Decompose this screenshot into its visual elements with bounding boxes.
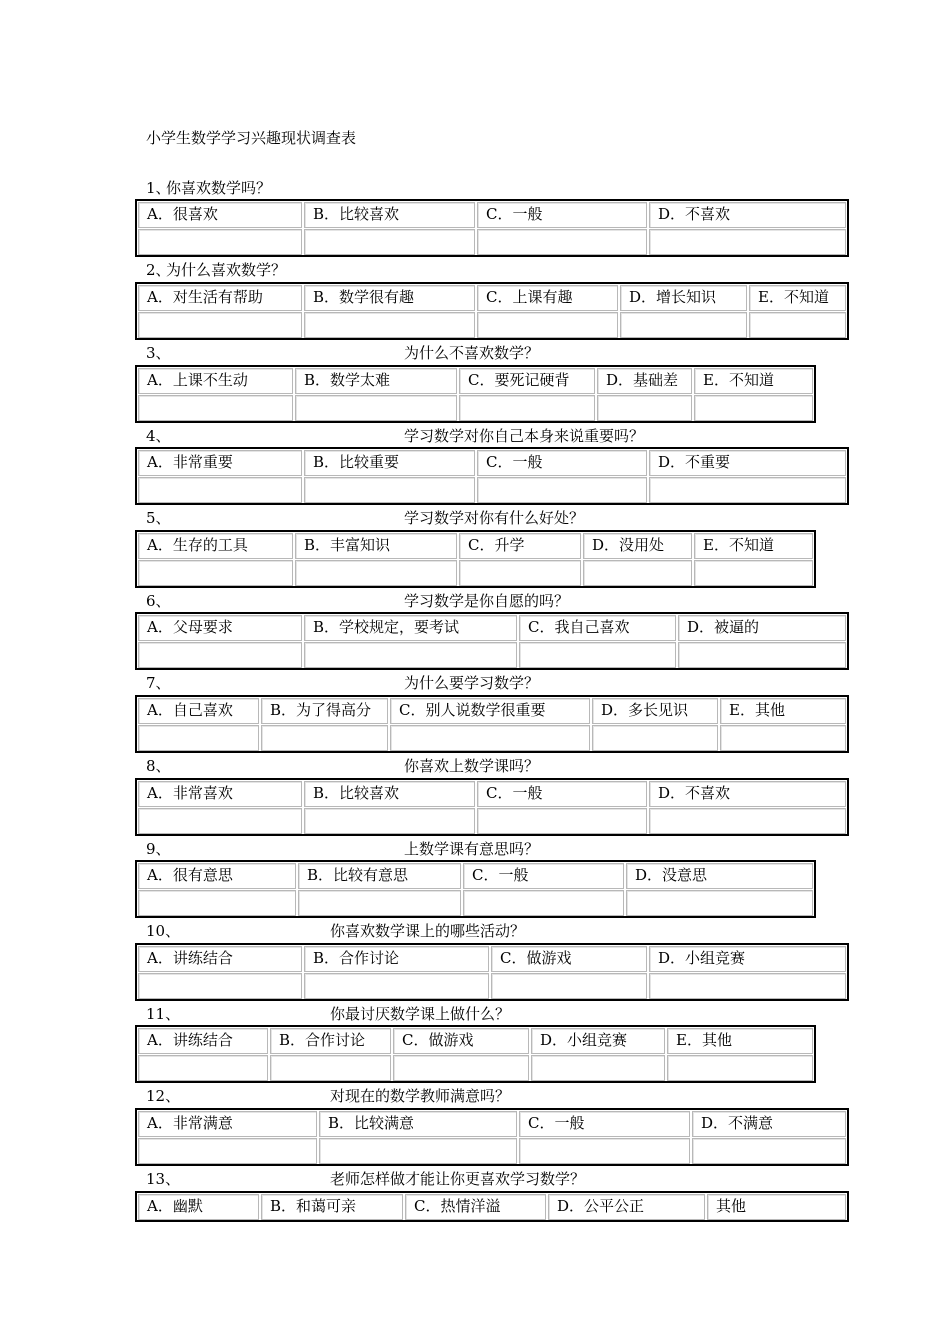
answer-cell[interactable] xyxy=(519,642,676,668)
answer-cell[interactable] xyxy=(720,725,846,751)
option-label: B．比较满意 xyxy=(328,1114,415,1132)
option-label: D．没用处 xyxy=(592,536,665,554)
question-number: 12、 xyxy=(146,1087,181,1105)
option-cell xyxy=(138,1194,259,1220)
option-label: B．比较有意思 xyxy=(307,866,409,884)
option-label: C．我自己喜欢 xyxy=(528,618,630,636)
option-cell xyxy=(138,533,293,559)
question-2-options-table xyxy=(135,282,849,340)
question-3-label xyxy=(146,343,846,363)
answer-cell[interactable] xyxy=(649,229,846,255)
question-text: 你喜欢数学吗？ xyxy=(166,179,272,197)
option-label: A．上课不生动 xyxy=(147,371,248,389)
option-cell xyxy=(138,615,302,641)
question-number: 11、 xyxy=(146,1005,181,1023)
question-text: 你最讨厌数学课上做什么？ xyxy=(330,1005,511,1023)
option-label: B．数学太难 xyxy=(304,371,391,389)
option-cell xyxy=(531,1028,665,1054)
answer-cell[interactable] xyxy=(694,560,813,586)
answer-cell[interactable] xyxy=(298,890,461,916)
option-label: C．一般 xyxy=(472,866,529,884)
question-1-options-table xyxy=(135,199,849,257)
answer-cell[interactable] xyxy=(649,973,846,999)
option-cell xyxy=(295,533,457,559)
option-label: C．一般 xyxy=(486,453,543,471)
option-label: C．一般 xyxy=(486,205,543,223)
question-text: 学习数学对你自己本身来说重要吗？ xyxy=(404,427,645,445)
answer-cell[interactable] xyxy=(138,229,302,255)
option-label: B．合作讨论 xyxy=(279,1031,366,1049)
question-number: 7、 xyxy=(146,674,171,692)
option-cell xyxy=(298,863,461,889)
option-label: C．别人说数学很重要 xyxy=(399,701,546,719)
option-label: D．小组竞赛 xyxy=(540,1031,628,1049)
option-label: B．比较喜欢 xyxy=(313,205,400,223)
option-label: B．比较重要 xyxy=(313,453,400,471)
answer-cell[interactable] xyxy=(138,395,293,421)
option-label: D．被逼的 xyxy=(687,618,760,636)
answer-cell[interactable] xyxy=(138,1055,268,1081)
option-cell xyxy=(649,450,846,476)
question-3-options-table xyxy=(135,365,816,423)
answer-cell[interactable] xyxy=(592,725,718,751)
option-cell xyxy=(749,285,846,311)
option-cell xyxy=(597,368,692,394)
option-cell xyxy=(390,698,590,724)
answer-cell[interactable] xyxy=(138,560,293,586)
question-4-label xyxy=(146,426,846,446)
option-cell xyxy=(261,698,388,724)
option-cell xyxy=(592,698,718,724)
option-cell xyxy=(138,781,302,807)
option-label: D．公平公正 xyxy=(557,1197,645,1215)
answer-cell[interactable] xyxy=(138,312,302,338)
option-cell xyxy=(463,863,624,889)
question-8-label xyxy=(146,756,846,776)
option-cell xyxy=(138,202,302,228)
question-7-label xyxy=(146,673,846,693)
option-cell xyxy=(138,698,259,724)
option-cell xyxy=(459,533,581,559)
question-10-label xyxy=(146,921,846,941)
question-6-options-table xyxy=(135,612,849,670)
question-text: 为什么喜欢数学？ xyxy=(166,261,287,279)
answer-cell[interactable] xyxy=(477,808,647,834)
option-cell xyxy=(138,285,302,311)
option-label: 其他 xyxy=(716,1197,747,1215)
option-cell xyxy=(626,863,813,889)
question-13-options-table xyxy=(135,1191,849,1222)
option-cell xyxy=(270,1028,391,1054)
option-cell xyxy=(477,285,618,311)
option-label: C．做游戏 xyxy=(500,949,572,967)
option-cell xyxy=(491,946,647,972)
option-label: D．没意思 xyxy=(635,866,708,884)
answer-cell[interactable] xyxy=(459,395,595,421)
question-number: 4、 xyxy=(146,427,171,445)
question-13-label xyxy=(146,1169,846,1189)
option-cell xyxy=(304,202,475,228)
answer-cell[interactable] xyxy=(138,1138,317,1164)
question-number: 6、 xyxy=(146,592,171,610)
option-label: E．其他 xyxy=(676,1031,732,1049)
answer-cell[interactable] xyxy=(477,477,647,503)
option-cell xyxy=(667,1028,813,1054)
answer-cell[interactable] xyxy=(304,312,475,338)
question-number: 10、 xyxy=(146,922,181,940)
page-title: 小学生数学学习兴趣现状调查表 xyxy=(146,129,357,147)
answer-cell[interactable] xyxy=(304,229,475,255)
option-label: B．比较喜欢 xyxy=(313,784,400,802)
answer-cell[interactable] xyxy=(138,973,302,999)
answer-cell[interactable] xyxy=(138,808,302,834)
option-cell xyxy=(138,368,293,394)
option-cell xyxy=(694,533,813,559)
option-label: C．做游戏 xyxy=(402,1031,474,1049)
question-text: 为什么要学习数学？ xyxy=(404,674,540,692)
option-cell xyxy=(304,450,475,476)
question-number: 13、 xyxy=(146,1170,181,1188)
answer-cell[interactable] xyxy=(138,725,259,751)
question-7-options-table xyxy=(135,695,849,753)
question-12-label xyxy=(146,1086,846,1106)
option-label: D．不满意 xyxy=(701,1114,774,1132)
answer-cell[interactable] xyxy=(519,1138,690,1164)
answer-cell[interactable] xyxy=(304,973,489,999)
question-11-options-table xyxy=(135,1025,816,1083)
option-cell xyxy=(304,946,489,972)
question-number: 2、 xyxy=(146,261,171,279)
option-label: A．生存的工具 xyxy=(147,536,248,554)
question-text: 学习数学对你有什么好处？ xyxy=(404,509,585,527)
question-11-label xyxy=(146,1004,846,1024)
question-12-options-table xyxy=(135,1108,849,1166)
option-cell xyxy=(649,202,846,228)
option-cell xyxy=(649,946,846,972)
answer-cell[interactable] xyxy=(390,725,590,751)
answer-cell[interactable] xyxy=(304,808,475,834)
option-label: B．学校规定，要考试 xyxy=(313,618,460,636)
question-number: 8、 xyxy=(146,757,171,775)
question-2-label xyxy=(146,260,846,280)
question-number: 9、 xyxy=(146,840,171,858)
option-label: B．和蔼可亲 xyxy=(270,1197,357,1215)
option-label: B．数学很有趣 xyxy=(313,288,415,306)
option-cell xyxy=(649,781,846,807)
answer-cell[interactable] xyxy=(270,1055,391,1081)
option-cell xyxy=(138,1028,268,1054)
question-text: 学习数学是你自愿的吗？ xyxy=(404,592,570,610)
option-cell xyxy=(519,615,676,641)
option-label: D．不重要 xyxy=(658,453,731,471)
answer-cell[interactable] xyxy=(491,973,647,999)
option-cell xyxy=(304,781,475,807)
option-cell xyxy=(319,1111,517,1137)
answer-cell[interactable] xyxy=(620,312,747,338)
option-label: E．不知道 xyxy=(703,536,774,554)
question-text: 你喜欢上数学课吗？ xyxy=(404,757,540,775)
option-cell xyxy=(477,202,647,228)
answer-cell[interactable] xyxy=(477,229,647,255)
option-label: D．增长知识 xyxy=(629,288,717,306)
option-cell xyxy=(707,1194,846,1220)
question-6-label xyxy=(146,591,846,611)
option-cell xyxy=(459,368,595,394)
question-5-label xyxy=(146,508,846,528)
option-label: A．非常满意 xyxy=(147,1114,233,1132)
option-label: B．丰富知识 xyxy=(304,536,391,554)
option-label: C．上课有趣 xyxy=(486,288,573,306)
option-label: A．很喜欢 xyxy=(147,205,218,223)
question-8-options-table xyxy=(135,778,849,836)
option-label: E．其他 xyxy=(729,701,785,719)
answer-cell[interactable] xyxy=(749,312,846,338)
answer-cell[interactable] xyxy=(678,642,846,668)
option-label: D．小组竞赛 xyxy=(658,949,746,967)
question-1-label xyxy=(146,178,846,198)
option-label: A．对生活有帮助 xyxy=(147,288,263,306)
question-number: 5、 xyxy=(146,509,171,527)
answer-cell[interactable] xyxy=(295,560,457,586)
answer-cell[interactable] xyxy=(138,477,302,503)
option-cell xyxy=(620,285,747,311)
answer-cell[interactable] xyxy=(597,395,692,421)
option-label: C．一般 xyxy=(486,784,543,802)
option-label: E．不知道 xyxy=(703,371,774,389)
option-label: C．热情洋溢 xyxy=(414,1197,501,1215)
option-cell xyxy=(138,946,302,972)
answer-cell[interactable] xyxy=(583,560,692,586)
option-label: A．自己喜欢 xyxy=(147,701,233,719)
question-text: 为什么不喜欢数学？ xyxy=(404,344,540,362)
option-label: D．多长见识 xyxy=(601,701,689,719)
option-cell xyxy=(405,1194,546,1220)
answer-cell[interactable] xyxy=(649,477,846,503)
answer-cell[interactable] xyxy=(626,890,813,916)
answer-cell[interactable] xyxy=(393,1055,529,1081)
question-text: 上数学课有意思吗？ xyxy=(404,840,540,858)
answer-cell[interactable] xyxy=(261,725,388,751)
answer-cell[interactable] xyxy=(459,560,581,586)
answer-cell[interactable] xyxy=(667,1055,813,1081)
option-cell xyxy=(261,1194,403,1220)
answer-cell[interactable] xyxy=(692,1138,846,1164)
answer-cell[interactable] xyxy=(295,395,457,421)
option-cell xyxy=(548,1194,705,1220)
question-text: 老师怎样做才能让你更喜欢学习数学？ xyxy=(330,1170,586,1188)
option-label: C．升学 xyxy=(468,536,525,554)
option-label: C．要死记硬背 xyxy=(468,371,570,389)
option-label: A．讲练结合 xyxy=(147,949,233,967)
option-cell xyxy=(477,450,647,476)
option-label: A．非常喜欢 xyxy=(147,784,233,802)
option-cell xyxy=(304,615,517,641)
option-label: A．父母要求 xyxy=(147,618,233,636)
option-label: B．合作讨论 xyxy=(313,949,400,967)
option-cell xyxy=(304,285,475,311)
question-text: 对现在的数学教师满意吗？ xyxy=(330,1087,511,1105)
option-label: D．基础差 xyxy=(606,371,679,389)
option-label: B．为了得高分 xyxy=(270,701,372,719)
option-cell xyxy=(583,533,692,559)
answer-cell[interactable] xyxy=(649,808,846,834)
option-label: D．不喜欢 xyxy=(658,784,731,802)
option-cell xyxy=(720,698,846,724)
option-cell xyxy=(393,1028,529,1054)
option-label: A．非常重要 xyxy=(147,453,233,471)
answer-cell[interactable] xyxy=(138,890,296,916)
question-number: 3、 xyxy=(146,344,171,362)
question-10-options-table xyxy=(135,943,849,1001)
option-cell xyxy=(519,1111,690,1137)
option-cell xyxy=(138,450,302,476)
answer-cell[interactable] xyxy=(304,477,475,503)
option-cell xyxy=(295,368,457,394)
option-cell xyxy=(692,1111,846,1137)
option-label: A．很有意思 xyxy=(147,866,233,884)
question-9-label xyxy=(146,839,846,859)
option-label: A．讲练结合 xyxy=(147,1031,233,1049)
option-cell xyxy=(138,863,296,889)
question-4-options-table xyxy=(135,447,849,505)
option-cell xyxy=(477,781,647,807)
answer-cell[interactable] xyxy=(477,312,618,338)
answer-cell[interactable] xyxy=(138,642,302,668)
answer-cell[interactable] xyxy=(694,395,813,421)
answer-cell[interactable] xyxy=(463,890,624,916)
question-5-options-table xyxy=(135,530,816,588)
option-cell xyxy=(138,1111,317,1137)
option-label: E．不知道 xyxy=(758,288,829,306)
answer-cell[interactable] xyxy=(319,1138,517,1164)
question-text: 你喜欢数学课上的哪些活动？ xyxy=(330,922,526,940)
question-number: 1、 xyxy=(146,179,171,197)
option-label: D．不喜欢 xyxy=(658,205,731,223)
answer-cell[interactable] xyxy=(304,642,517,668)
option-label: A．幽默 xyxy=(147,1197,203,1215)
question-9-options-table xyxy=(135,860,816,918)
answer-cell[interactable] xyxy=(531,1055,665,1081)
option-cell xyxy=(678,615,846,641)
option-label: C．一般 xyxy=(528,1114,585,1132)
option-cell xyxy=(694,368,813,394)
